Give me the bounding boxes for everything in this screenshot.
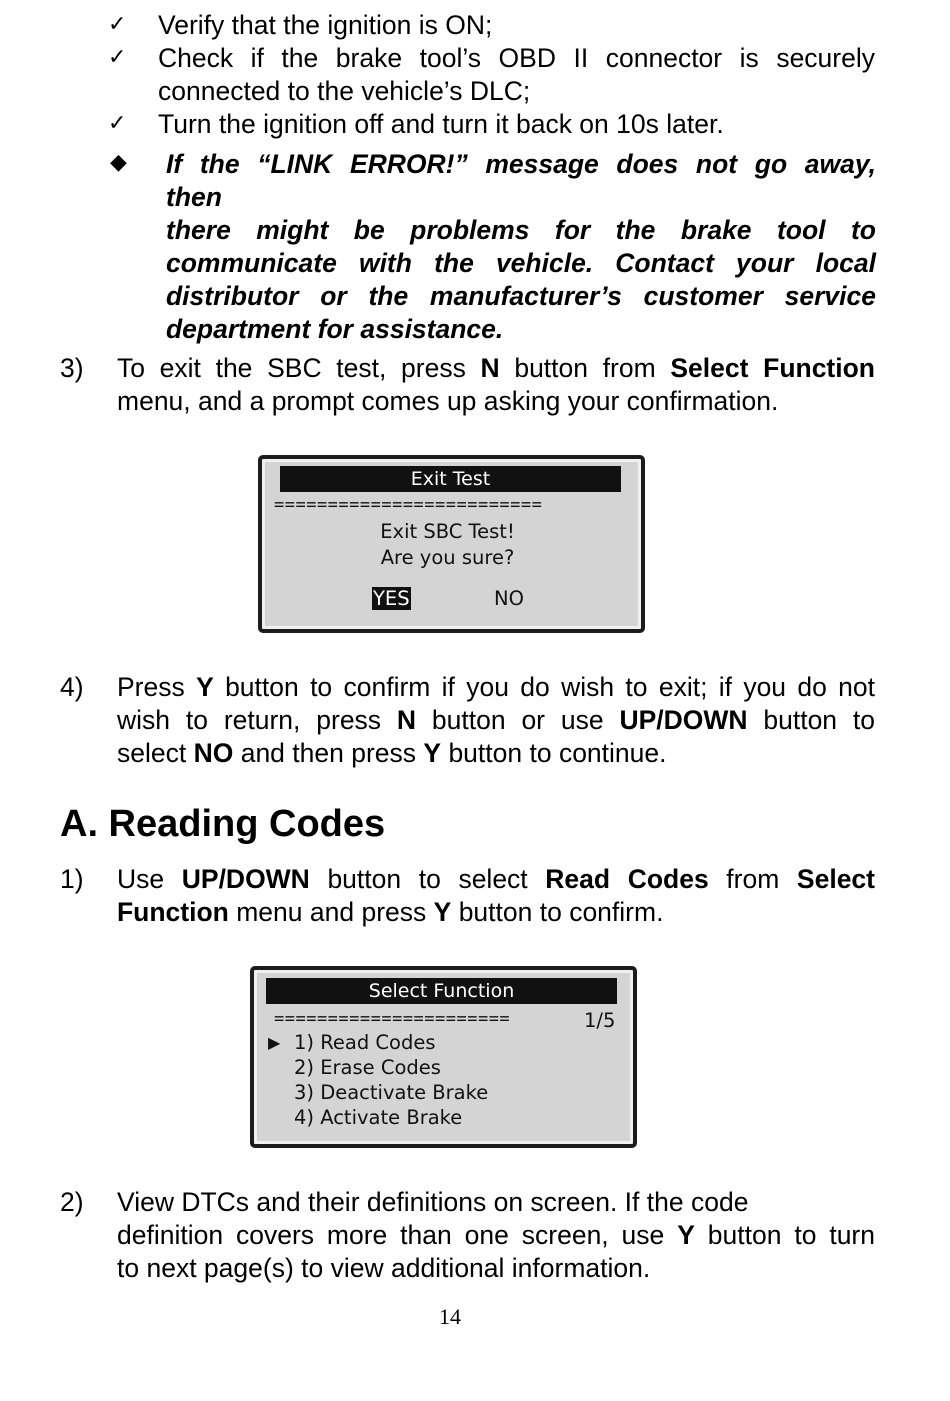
read-step2-line3: to next page(s) to view additional information. <box>117 1253 651 1283</box>
exit-prompt-line2: Are you sure? <box>380 546 515 569</box>
note-line4: communicate with the vehicle. Contact your local <box>166 248 876 278</box>
step-number: 4) <box>60 672 84 702</box>
section-heading: A. Reading Codes <box>60 803 386 845</box>
note-line5: distributor or the manufacturer’s customer service <box>166 281 876 311</box>
exit-prompt-line1: Exit SBC Test! <box>380 520 515 543</box>
step4-line3: select NO and then press Y button to continue. <box>117 738 667 768</box>
screen-divider: ========================= <box>274 495 543 515</box>
note-line3: there might be problems for the brake tool to <box>166 215 876 245</box>
page-number: 14 <box>439 1304 461 1329</box>
check-icon: ✓ <box>108 12 127 37</box>
step-number: 1) <box>60 864 84 894</box>
page-indicator: 1/5 <box>584 1009 616 1032</box>
step4-line1: Press Y button to confirm if you do wish to exit; if you do not <box>117 672 875 702</box>
yes-option[interactable]: YES <box>373 587 410 610</box>
note-line1: If the “LINK ERROR!” message does not go away, <box>166 149 876 179</box>
bullet-verify-ignition: Verify that the ignition is ON; <box>158 10 493 40</box>
cursor-arrow-icon: ▶ <box>268 1033 281 1052</box>
read-step1-line1: Use UP/DOWN button to select Read Codes from Select <box>117 864 875 894</box>
step3-line2: menu, and a prompt comes up asking your confirmation. <box>117 386 779 416</box>
no-option[interactable]: NO <box>494 587 524 610</box>
note-line2: then <box>166 182 222 212</box>
bullet-check-connector-line1: Check if the brake tool’s OBD II connector is securely <box>158 43 875 73</box>
check-icon: ✓ <box>108 45 127 70</box>
menu-item-deactivate-brake[interactable]: 3) Deactivate Brake <box>294 1081 489 1104</box>
select-function-screen <box>250 966 637 1148</box>
step-number: 2) <box>60 1187 84 1217</box>
menu-item-activate-brake[interactable]: 4) Activate Brake <box>294 1106 463 1129</box>
menu-item-read-codes[interactable]: 1) Read Codes <box>294 1031 436 1054</box>
read-step2-line2: definition covers more than one screen, use Y button to turn <box>117 1220 875 1250</box>
diamond-bullet-icon: ◆ <box>110 150 127 175</box>
bullet-check-connector-line2: connected to the vehicle’s DLC; <box>158 76 531 106</box>
screen-divider: ====================== <box>274 1009 511 1029</box>
check-icon: ✓ <box>108 111 127 136</box>
exit-test-screen <box>258 455 645 633</box>
note-line6: department for assistance. <box>166 314 504 344</box>
screen-title: Exit Test <box>280 466 621 492</box>
bullet-turn-ignition: Turn the ignition off and turn it back on 10s later. <box>158 109 724 139</box>
menu-item-erase-codes[interactable]: 2) Erase Codes <box>294 1056 441 1079</box>
read-step2-line1: View DTCs and their definitions on screen. If the code <box>117 1187 749 1217</box>
read-step1-line2: Function menu and press Y button to confirm. <box>117 897 664 927</box>
screen-title: Select Function <box>266 978 617 1004</box>
step3-line1: To exit the SBC test, press N button from Select Function <box>117 353 875 383</box>
step4-line2: wish to return, press N button or use UP/DOWN button to <box>117 705 875 735</box>
step-number: 3) <box>60 353 84 383</box>
